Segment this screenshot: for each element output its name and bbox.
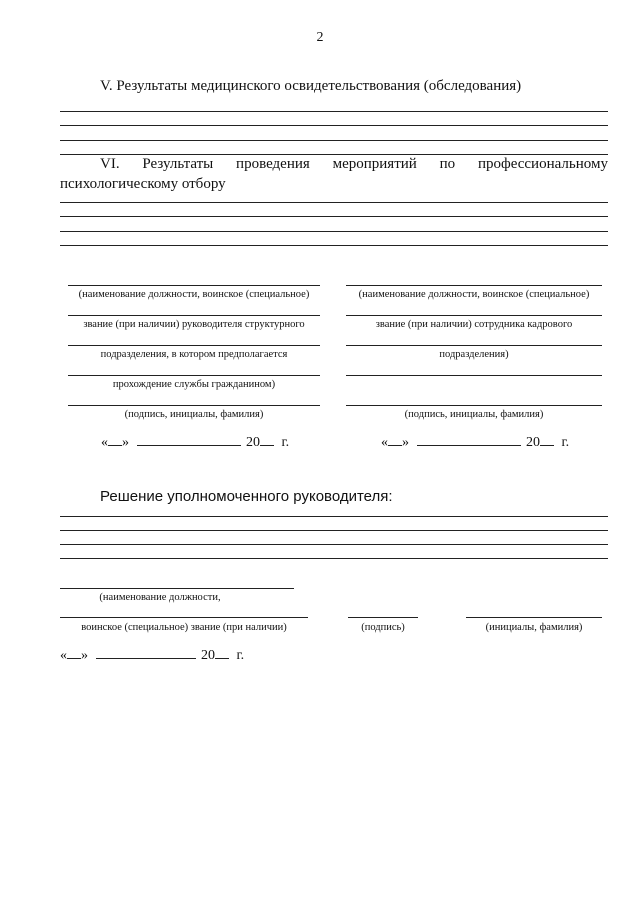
month-blank[interactable] bbox=[137, 432, 241, 446]
section-5-line-4[interactable] bbox=[60, 154, 608, 155]
page-number: 2 bbox=[316, 30, 324, 45]
section-6-line-3[interactable] bbox=[60, 231, 608, 232]
month-blank[interactable] bbox=[96, 645, 196, 659]
left-caption-service: прохождение службы гражданином) bbox=[112, 379, 276, 390]
date-quote-open: « bbox=[101, 435, 108, 450]
right-caption-position: (наименование должности, воинское (специальное) bbox=[358, 289, 590, 300]
left-unit-line[interactable] bbox=[68, 345, 320, 346]
month-blank[interactable] bbox=[417, 432, 521, 446]
decision-caption-signature: (подпись) bbox=[361, 622, 405, 633]
left-service-line[interactable] bbox=[68, 375, 320, 376]
left-caption-rank: звание (при наличии) руководителя структурного bbox=[83, 319, 305, 330]
decision-caption-rank: воинское (специальное) звание (при наличии) bbox=[81, 622, 287, 633]
right-signature-line[interactable] bbox=[346, 405, 602, 406]
right-caption-signature: (подпись, инициалы, фамилия) bbox=[404, 409, 544, 420]
right-extra-line[interactable] bbox=[346, 375, 602, 376]
right-caption-rank: звание (при наличии) сотрудника кадрового bbox=[375, 319, 573, 330]
day-blank[interactable] bbox=[388, 432, 402, 446]
section-5-line-2[interactable] bbox=[60, 125, 608, 126]
right-rank-line[interactable] bbox=[346, 315, 602, 316]
date-quote-close: » bbox=[81, 648, 88, 663]
decision-signature-line[interactable] bbox=[348, 617, 418, 618]
day-blank[interactable] bbox=[67, 645, 81, 659]
date-year: 20 bbox=[246, 435, 260, 450]
decision-position-line[interactable] bbox=[60, 588, 294, 589]
date-year: 20 bbox=[201, 648, 215, 663]
left-date bbox=[101, 432, 289, 451]
year-blank[interactable] bbox=[540, 432, 554, 446]
date-suffix: г. bbox=[236, 648, 245, 663]
section-6-line-4[interactable] bbox=[60, 245, 608, 246]
decision-name-line[interactable] bbox=[466, 617, 602, 618]
decision-rank-line[interactable] bbox=[60, 617, 308, 618]
day-blank[interactable] bbox=[108, 432, 122, 446]
section-6-word: профессиональному bbox=[477, 156, 608, 172]
date-quote-open: « bbox=[381, 435, 388, 450]
left-position-line[interactable] bbox=[68, 285, 320, 286]
date-suffix: г. bbox=[281, 435, 290, 450]
left-caption-position: (наименование должности, воинское (специальное) bbox=[78, 289, 310, 300]
section-6-line-2[interactable] bbox=[60, 216, 608, 217]
section-6-word: мероприятий bbox=[332, 156, 417, 172]
section-5-line-3[interactable] bbox=[60, 140, 608, 141]
date-quote-close: » bbox=[122, 435, 129, 450]
decision-caption-name: (инициалы, фамилия) bbox=[485, 622, 583, 633]
section-6-title bbox=[100, 156, 608, 173]
right-position-line[interactable] bbox=[346, 285, 602, 286]
section-6-word: Результаты bbox=[142, 156, 214, 172]
section-5-title: V. Результаты медицинского освидетельствования (обследования) bbox=[100, 78, 522, 94]
right-date bbox=[381, 432, 569, 451]
right-unit-line[interactable] bbox=[346, 345, 602, 346]
left-rank-line[interactable] bbox=[68, 315, 320, 316]
left-caption-unit: подразделения, в котором предполагается bbox=[100, 349, 288, 360]
decision-date bbox=[60, 645, 244, 664]
section-6-line-1[interactable] bbox=[60, 202, 608, 203]
section-6-title-line-2: психологическому отбору bbox=[60, 176, 226, 192]
year-blank[interactable] bbox=[215, 645, 229, 659]
decision-title: Решение уполномоченного руководителя: bbox=[100, 488, 393, 505]
left-signature-line[interactable] bbox=[68, 405, 320, 406]
date-quote-close: » bbox=[402, 435, 409, 450]
section-5-line-1[interactable] bbox=[60, 111, 608, 112]
left-caption-signature: (подпись, инициалы, фамилия) bbox=[124, 409, 264, 420]
section-6-word: VI. bbox=[100, 156, 120, 172]
date-year: 20 bbox=[526, 435, 540, 450]
decision-line-3[interactable] bbox=[60, 544, 608, 545]
date-quote-open: « bbox=[60, 648, 67, 663]
right-caption-unit: подразделения) bbox=[439, 349, 509, 360]
date-suffix: г. bbox=[561, 435, 570, 450]
section-6-word: проведения bbox=[236, 156, 310, 172]
section-6-word: по bbox=[439, 156, 456, 172]
decision-line-2[interactable] bbox=[60, 530, 608, 531]
decision-caption-position: (наименование должности, bbox=[99, 592, 221, 603]
decision-line-1[interactable] bbox=[60, 516, 608, 517]
decision-line-4[interactable] bbox=[60, 558, 608, 559]
year-blank[interactable] bbox=[260, 432, 274, 446]
